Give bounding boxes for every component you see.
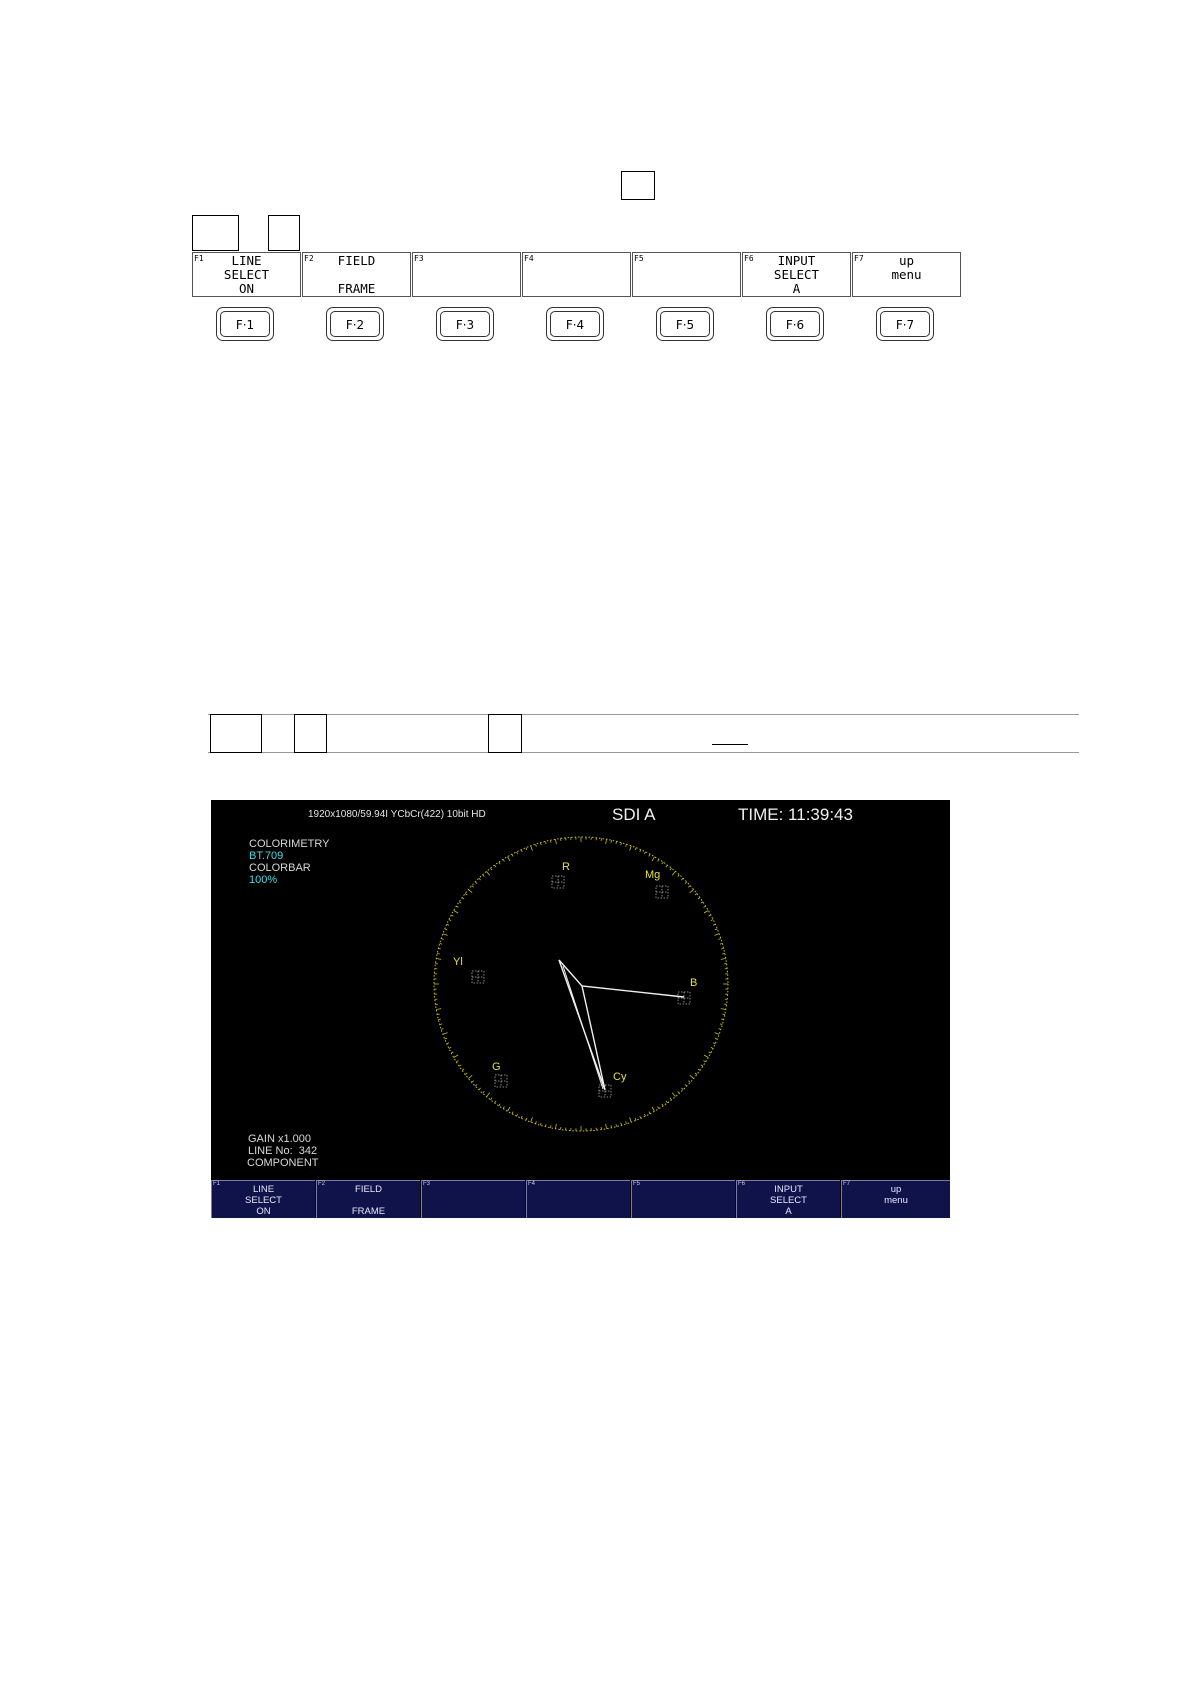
graticule-tick — [714, 1033, 719, 1035]
graticule-tick — [459, 1065, 461, 1066]
graticule-tick — [468, 890, 472, 893]
graticule-tick — [508, 1107, 511, 1111]
graticule-tick — [688, 1081, 690, 1083]
target-label-cy: Cy — [613, 1071, 627, 1083]
graticule-tick — [721, 958, 726, 959]
softkey-index: F2 — [304, 254, 314, 263]
graticule-tick — [606, 839, 607, 844]
graticule-tick — [479, 878, 481, 880]
graticule-tick — [678, 875, 680, 877]
softkey-line: FIELD — [355, 1184, 382, 1195]
softkey-index: F4 — [524, 254, 534, 263]
vector-trace — [559, 960, 684, 997]
graticule-tick — [658, 1107, 659, 1109]
graticule-tick — [709, 1052, 711, 1053]
screen-softkey-f7[interactable] — [841, 1180, 950, 1218]
target-mg — [656, 886, 668, 898]
graticule-tick — [644, 852, 645, 854]
target-label-r: R — [562, 861, 570, 873]
graticule-tick — [540, 1123, 541, 1125]
softkey-line: LINE — [231, 253, 262, 268]
softkey-index: F3 — [414, 254, 424, 263]
graticule-tick — [555, 1124, 556, 1129]
softkey-line: menu — [884, 1195, 908, 1206]
softkey-index: F4 — [528, 1181, 536, 1187]
function-button-label: F·3 — [440, 311, 490, 337]
graticule-tick — [531, 1117, 533, 1122]
graticule-tick — [722, 1014, 724, 1015]
graticule-tick — [490, 1098, 492, 1100]
screen-softkey-f4[interactable] — [526, 1180, 630, 1218]
softkey-menu-illustration — [192, 252, 963, 297]
softkey-f6[interactable] — [742, 252, 851, 297]
function-button-label: F·7 — [880, 311, 930, 337]
input-channel: SDI A — [612, 805, 656, 824]
softkey-line: FIELD — [337, 253, 376, 268]
softkey-f1[interactable] — [192, 252, 301, 297]
softkey-line: INPUT — [774, 1184, 803, 1195]
gain-readout: GAIN x1.000 — [248, 1133, 311, 1145]
key-box — [210, 714, 262, 753]
key-box — [488, 714, 522, 753]
function-button-f7[interactable] — [876, 307, 934, 341]
graticule-tick — [713, 1043, 715, 1044]
graticule-tick — [555, 839, 556, 844]
softkey-line: SELECT — [245, 1195, 282, 1206]
graticule-tick — [670, 868, 672, 870]
target-b — [678, 992, 690, 1004]
graticule-tick — [630, 846, 632, 851]
graticule-tick — [459, 902, 461, 903]
graticule-tick — [454, 1055, 458, 1058]
graticule-tick — [512, 1112, 513, 1114]
softkey-line: menu — [891, 267, 922, 282]
graticule-tick — [521, 1116, 522, 1118]
colorbar-value: 100% — [249, 874, 278, 886]
key-path-bottom-rule — [208, 752, 1079, 753]
graticule-tick — [545, 841, 546, 843]
colorbar-label: COLORBAR — [249, 862, 311, 874]
graticule-tick — [440, 943, 442, 944]
softkey-f2[interactable] — [302, 252, 411, 297]
graticule-tick — [611, 840, 612, 842]
graticule-tick — [443, 1033, 448, 1035]
softkey-line: FRAME — [351, 1206, 386, 1217]
graticule-tick — [701, 902, 703, 903]
screen-softkey-f3[interactable] — [421, 1180, 525, 1218]
time-display: TIME: 11:39:43 — [738, 805, 853, 824]
graticule-tick — [690, 1075, 694, 1078]
graticule-tick — [711, 920, 713, 921]
softkey-line: up — [890, 1184, 902, 1195]
graticule-tick — [483, 1091, 485, 1093]
graticule-tick — [606, 1124, 607, 1129]
target-yl — [472, 971, 484, 983]
function-button-f3[interactable] — [436, 307, 494, 341]
graticule-tick — [472, 886, 474, 888]
graticule-tick — [630, 1117, 632, 1122]
softkey-line: LINE — [252, 1184, 275, 1195]
graticule-tick — [681, 1088, 683, 1090]
graticule-tick — [499, 862, 500, 864]
softkey-index: F3 — [423, 1181, 431, 1187]
line-number-readout: LINE No: 342 — [248, 1145, 318, 1157]
graticule-tick — [695, 893, 697, 895]
target-label-yl: Yl — [453, 956, 463, 968]
graticule-tick — [499, 1104, 500, 1106]
underline-mark — [712, 744, 748, 745]
vector-trace — [563, 966, 603, 1089]
function-button-f5[interactable] — [656, 307, 714, 341]
softkey-line: ON — [256, 1206, 271, 1217]
softkey-index: F7 — [854, 254, 864, 263]
softkey-line: SELECT — [770, 1195, 807, 1206]
graticule-tick — [508, 857, 511, 861]
graticule-tick — [443, 934, 448, 936]
graticule-tick — [441, 1029, 443, 1030]
graticule-tick — [437, 953, 439, 954]
graticule-tick — [536, 844, 537, 846]
graticule-tick — [436, 958, 441, 959]
graticule-tick — [672, 871, 675, 875]
graticule-tick — [462, 1069, 464, 1070]
graticule-tick — [475, 1084, 477, 1086]
graticule-tick — [438, 1019, 440, 1020]
graticule-tick — [526, 848, 527, 850]
graticule-tick — [685, 882, 687, 884]
graticule-tick — [621, 843, 622, 845]
target-r — [552, 876, 564, 888]
graticule-tick — [640, 850, 641, 852]
softkey-line — [317, 1195, 420, 1206]
softkey-line: ON — [238, 281, 255, 296]
graticule-tick — [662, 862, 663, 864]
softkey-line: A — [792, 281, 801, 296]
screen-softkey-f5[interactable] — [631, 1180, 735, 1218]
graticule-tick — [704, 911, 708, 914]
graticule-tick — [652, 1107, 655, 1111]
softkey-index: F6 — [744, 254, 754, 263]
graticule-tick — [616, 1124, 617, 1126]
vectorscope-graticule — [211, 800, 950, 1180]
signal-format: 1920x1080/59.94I YCbCr(422) 10bit HD — [308, 809, 486, 820]
graticule-tick — [465, 893, 467, 895]
graticule-tick — [456, 1061, 458, 1062]
key-path-top-rule — [208, 714, 1079, 715]
softkey-line: INPUT — [777, 253, 816, 268]
graticule-tick — [626, 1121, 627, 1123]
softkey-line: SELECT — [773, 267, 820, 282]
target-label-b: B — [690, 977, 698, 989]
softkey-index: F2 — [318, 1181, 326, 1187]
graticule-tick — [517, 852, 518, 854]
softkey-index: F7 — [843, 1181, 851, 1187]
key-box — [268, 215, 300, 251]
display-mode: COMPONENT — [247, 1157, 319, 1169]
softkey-f3[interactable] — [412, 252, 521, 297]
graticule-tick — [449, 1047, 451, 1048]
softkey-f5[interactable] — [632, 252, 741, 297]
graticule-tick — [652, 857, 655, 861]
softkey-line: SELECT — [223, 267, 270, 282]
graticule-tick — [715, 929, 717, 930]
graticule-tick — [704, 1061, 706, 1062]
function-button-label: F·1 — [220, 311, 270, 337]
softkey-line — [303, 268, 410, 282]
graticule-tick — [672, 1093, 675, 1097]
graticule-tick — [635, 848, 636, 850]
graticule-tick — [714, 934, 719, 936]
screen-softkey-f2[interactable] — [316, 1180, 420, 1218]
function-button-label: F·5 — [660, 311, 710, 337]
graticule-tick — [718, 939, 720, 940]
function-button-f1[interactable] — [216, 307, 274, 341]
graticule-tick — [644, 1114, 645, 1116]
graticule-tick — [487, 1093, 490, 1097]
function-button-label: F·2 — [330, 311, 380, 337]
softkey-index: F5 — [634, 254, 644, 263]
softkey-f7[interactable] — [852, 252, 961, 297]
graticule-tick — [449, 920, 451, 921]
target-g — [495, 1075, 507, 1087]
softkey-line: up — [898, 253, 915, 268]
graticule-tick — [495, 865, 496, 867]
graticule-tick — [436, 1009, 441, 1010]
graticule-tick — [695, 1073, 697, 1075]
function-button-f6[interactable] — [766, 307, 824, 341]
graticule-tick — [468, 1075, 472, 1078]
graticule-tick — [447, 924, 449, 925]
function-button-f2[interactable] — [326, 307, 384, 341]
colorimetry-value: BT.709 — [249, 850, 284, 862]
graticule-tick — [445, 1038, 447, 1039]
colorimetry-label: COLORIMETRY — [249, 838, 330, 850]
graticule-tick — [704, 1055, 708, 1058]
softkey-f4[interactable] — [522, 252, 631, 297]
graticule-tick — [666, 1101, 667, 1103]
graticule-tick — [721, 1009, 726, 1010]
softkey-line: FRAME — [337, 281, 376, 296]
key-box — [621, 171, 655, 200]
function-button-label: F·4 — [550, 311, 600, 337]
screen-softkey-f1[interactable] — [211, 1180, 315, 1218]
graticule-tick — [454, 911, 458, 914]
function-button-label: F·6 — [770, 311, 820, 337]
softkey-index: F1 — [213, 1181, 221, 1187]
graticule-tick — [690, 890, 694, 893]
softkey-index: F6 — [738, 1181, 746, 1187]
softkey-line: A — [785, 1206, 792, 1217]
softkey-index: F1 — [194, 254, 204, 263]
graticule-tick — [550, 1125, 551, 1127]
target-label-mg: Mg — [645, 869, 661, 881]
target-label-g: G — [492, 1061, 501, 1073]
graticule-tick — [490, 868, 492, 870]
graticule-tick — [701, 1065, 703, 1066]
graticule-tick — [721, 948, 723, 949]
softkey-index: F5 — [633, 1181, 641, 1187]
vectorscope-screenshot — [211, 800, 950, 1218]
key-box — [294, 714, 327, 753]
graticule-tick — [720, 1024, 722, 1025]
screen-softkey-f6[interactable] — [736, 1180, 840, 1218]
function-button-f4[interactable] — [546, 307, 604, 341]
graticule-tick — [487, 871, 490, 875]
graticule-tick — [635, 1118, 636, 1120]
graticule-tick — [531, 846, 533, 851]
key-box — [192, 215, 239, 251]
